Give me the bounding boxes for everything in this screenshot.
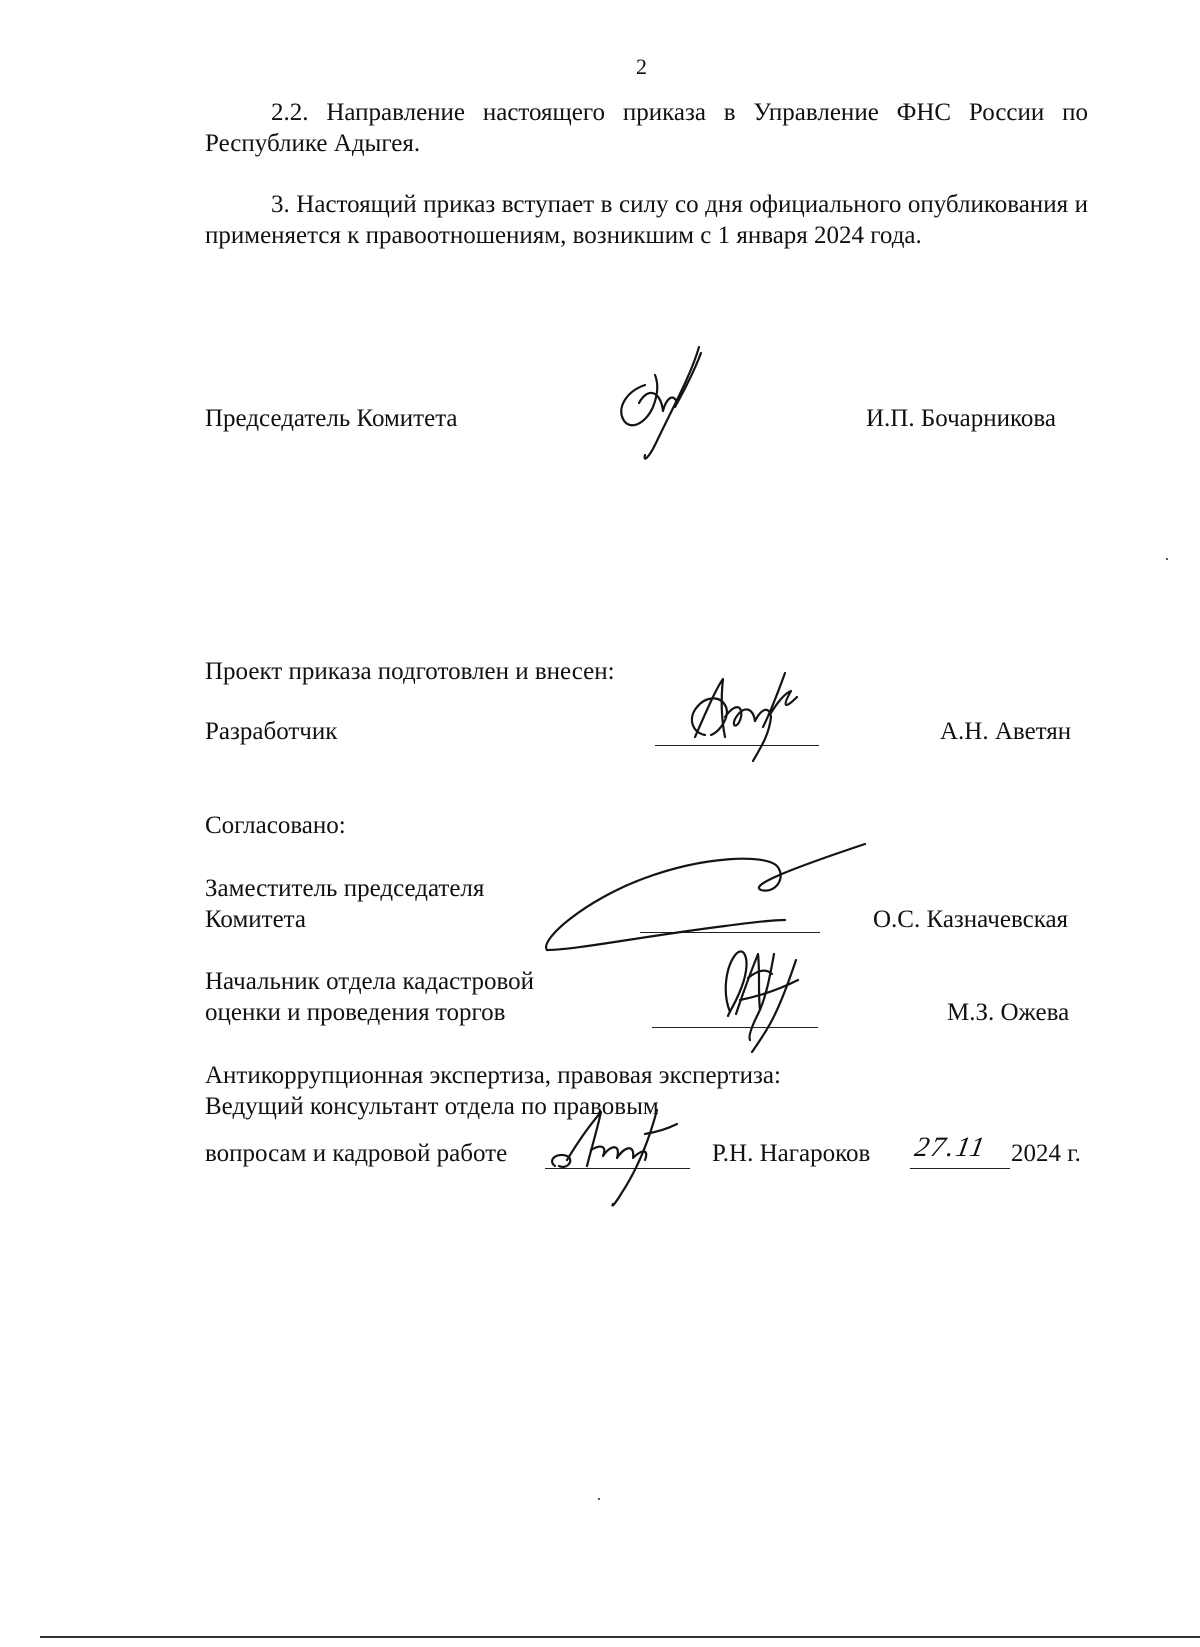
- chairman-signature: [615, 345, 725, 465]
- page-number: 2: [636, 54, 647, 79]
- handwritten-date: 27.11: [912, 1132, 989, 1163]
- department-head-signature: [700, 940, 810, 1060]
- approved-heading: Согласовано:: [205, 812, 346, 839]
- deputy-position-line2: Комитета: [205, 906, 307, 933]
- department-head-name: М.З. Ожева: [947, 999, 1070, 1026]
- expertise-position-line2: вопросам и кадровой работе: [205, 1140, 508, 1167]
- developer-role: Разработчик: [205, 718, 338, 745]
- paragraph-2-2-text: 2.2. Направление настоящего приказа в Управление ФНС России по Республике Адыгея.: [205, 99, 1088, 157]
- deputy-name: О.С. Казначевская: [873, 906, 1069, 933]
- paragraph-2-2: [205, 97, 1088, 159]
- scan-speck: [1166, 558, 1168, 560]
- expertise-name: Р.Н. Нагароков: [712, 1140, 871, 1167]
- developer-name: А.Н. Аветян: [940, 718, 1072, 745]
- scan-speck: [598, 1498, 600, 1500]
- deputy-position-line1: Заместитель председателя: [205, 875, 485, 902]
- developer-signature: [665, 665, 805, 765]
- paragraph-3: [205, 189, 1088, 251]
- prepared-heading: Проект приказа подготовлен и внесен:: [205, 658, 615, 685]
- department-head-position-line2: оценки и проведения торгов: [205, 999, 506, 1026]
- expertise-position-line1: Ведущий консультант отдела по правовым: [205, 1093, 659, 1120]
- chairman-position: Председатель Комитета: [205, 405, 458, 432]
- footer-rule: [40, 1636, 1200, 1638]
- department-head-position-line1: Начальник отдела кадастровой: [205, 968, 534, 995]
- date-line: [910, 1168, 1010, 1169]
- expertise-heading: Антикоррупционная экспертиза, правовая экспертиза:: [205, 1062, 781, 1089]
- expertise-signature: [545, 1100, 695, 1210]
- date-year: 2024 г.: [1011, 1140, 1081, 1167]
- paragraph-3-text: 3. Настоящий приказ вступает в силу со дня официального опубликования и применяется к правоотношениям, возникшим с 1 января 2024 года.: [205, 191, 1088, 249]
- chairman-name: И.П. Бочарникова: [866, 405, 1056, 432]
